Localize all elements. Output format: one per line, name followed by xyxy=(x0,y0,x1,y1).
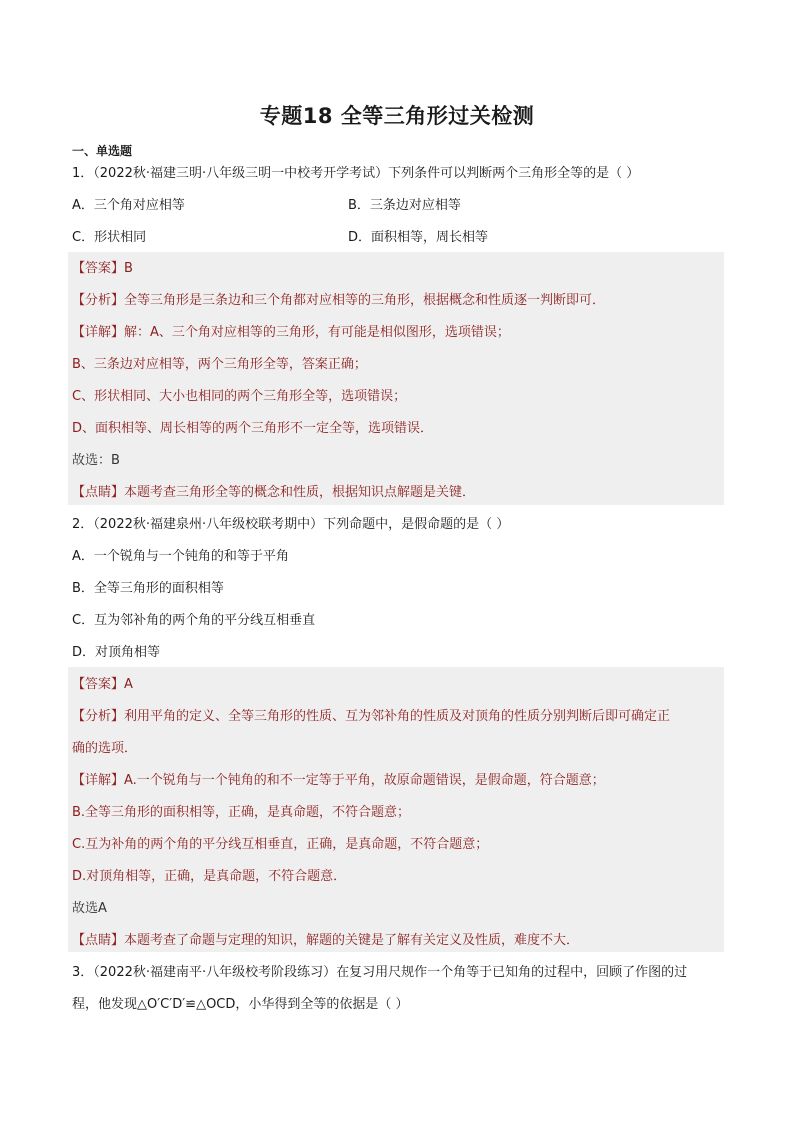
section-heading: 一、单选题 xyxy=(72,144,133,158)
question-3-stem: 3．（2022秋·福建南平·八年级校考阶段练习）在复习用尺规作一个角等于已知角的过程中，回顾了作图的过 xyxy=(72,965,688,980)
question-2-detail: 【详解】A.一个锐角与一个钝角的和不一定等于平角，故原命题错误，是假命题，符合题意； xyxy=(72,773,605,788)
question-2-analysis-cont: 确的选项． xyxy=(72,741,138,756)
question-2-answer: 【答案】A xyxy=(72,677,133,692)
question-1-option-b: B．三条边对应相等 xyxy=(348,198,461,213)
question-1-detail-b: B、三条边对应相等，两个三角形全等，答案正确； xyxy=(72,357,367,372)
question-2-detail-d: D.对顶角相等，正确，是真命题，不符合题意． xyxy=(72,869,347,884)
question-1-option-c: C．形状相同 xyxy=(72,230,147,245)
question-1-choice: 故选：B xyxy=(72,453,120,468)
question-2-option-c: C．互为邻补角的两个角的平分线互相垂直 xyxy=(72,613,316,628)
page-title: 专题18 全等三角形过关检测 xyxy=(259,104,535,128)
question-1-stem: 1．（2022秋·福建三明·八年级三明一中校考开学考试）下列条件可以判断两个三角形全等的是（ ） xyxy=(72,166,640,181)
question-1-detail-d: D、面积相等、周长相等的两个三角形不一定全等，选项错误． xyxy=(72,421,434,436)
question-1-answer: 【答案】B xyxy=(72,261,133,276)
question-1-option-a: A．三个角对应相等 xyxy=(72,198,185,213)
question-1-comment: 【点睛】本题考查三角形全等的概念和性质，根据知识点解题是关键． xyxy=(72,485,476,500)
question-1-analysis: 【分析】全等三角形是三条边和三个角都对应相等的三角形，根据概念和性质逐一判断即可． xyxy=(72,293,606,308)
question-2-stem: 2．（2022秋·福建泉州·八年级校联考期中）下列命题中，是假命题的是（ ） xyxy=(72,517,510,532)
question-2-option-a: A．一个锐角与一个钝角的和等于平角 xyxy=(72,549,289,564)
question-2-option-b: B．全等三角形的面积相等 xyxy=(72,581,224,596)
question-2-choice: 故选A xyxy=(72,901,107,916)
question-1-option-d: D．面积相等，周长相等 xyxy=(348,230,489,245)
question-2-comment: 【点睛】本题考查了命题与定理的知识，解题的关键是了解有关定义及性质，难度不大． xyxy=(72,933,580,948)
question-1-answer-block xyxy=(68,252,724,505)
question-3-stem-cont: 程，他发现△O′C′D′≌△OCD，小华得到全等的依据是（ ） xyxy=(72,997,409,1012)
question-2-analysis: 【分析】利用平角的定义、全等三角形的性质、互为邻补角的性质及对顶角的性质分别判断后即可确定正 xyxy=(72,709,671,724)
question-1-detail: 【详解】解：A、三个角对应相等的三角形，有可能是相似图形，选项错误； xyxy=(72,325,510,340)
question-2-detail-b: B.全等三角形的面积相等，正确，是真命题，不符合题意； xyxy=(72,805,411,820)
question-2-option-d: D．对顶角相等 xyxy=(72,645,161,660)
question-1-detail-c: C、形状相同、大小也相同的两个三角形全等，选项错误； xyxy=(72,389,407,404)
question-2-detail-c: C.互为补角的两个角的平分线互相垂直，正确，是真命题，不符合题意； xyxy=(72,837,489,852)
